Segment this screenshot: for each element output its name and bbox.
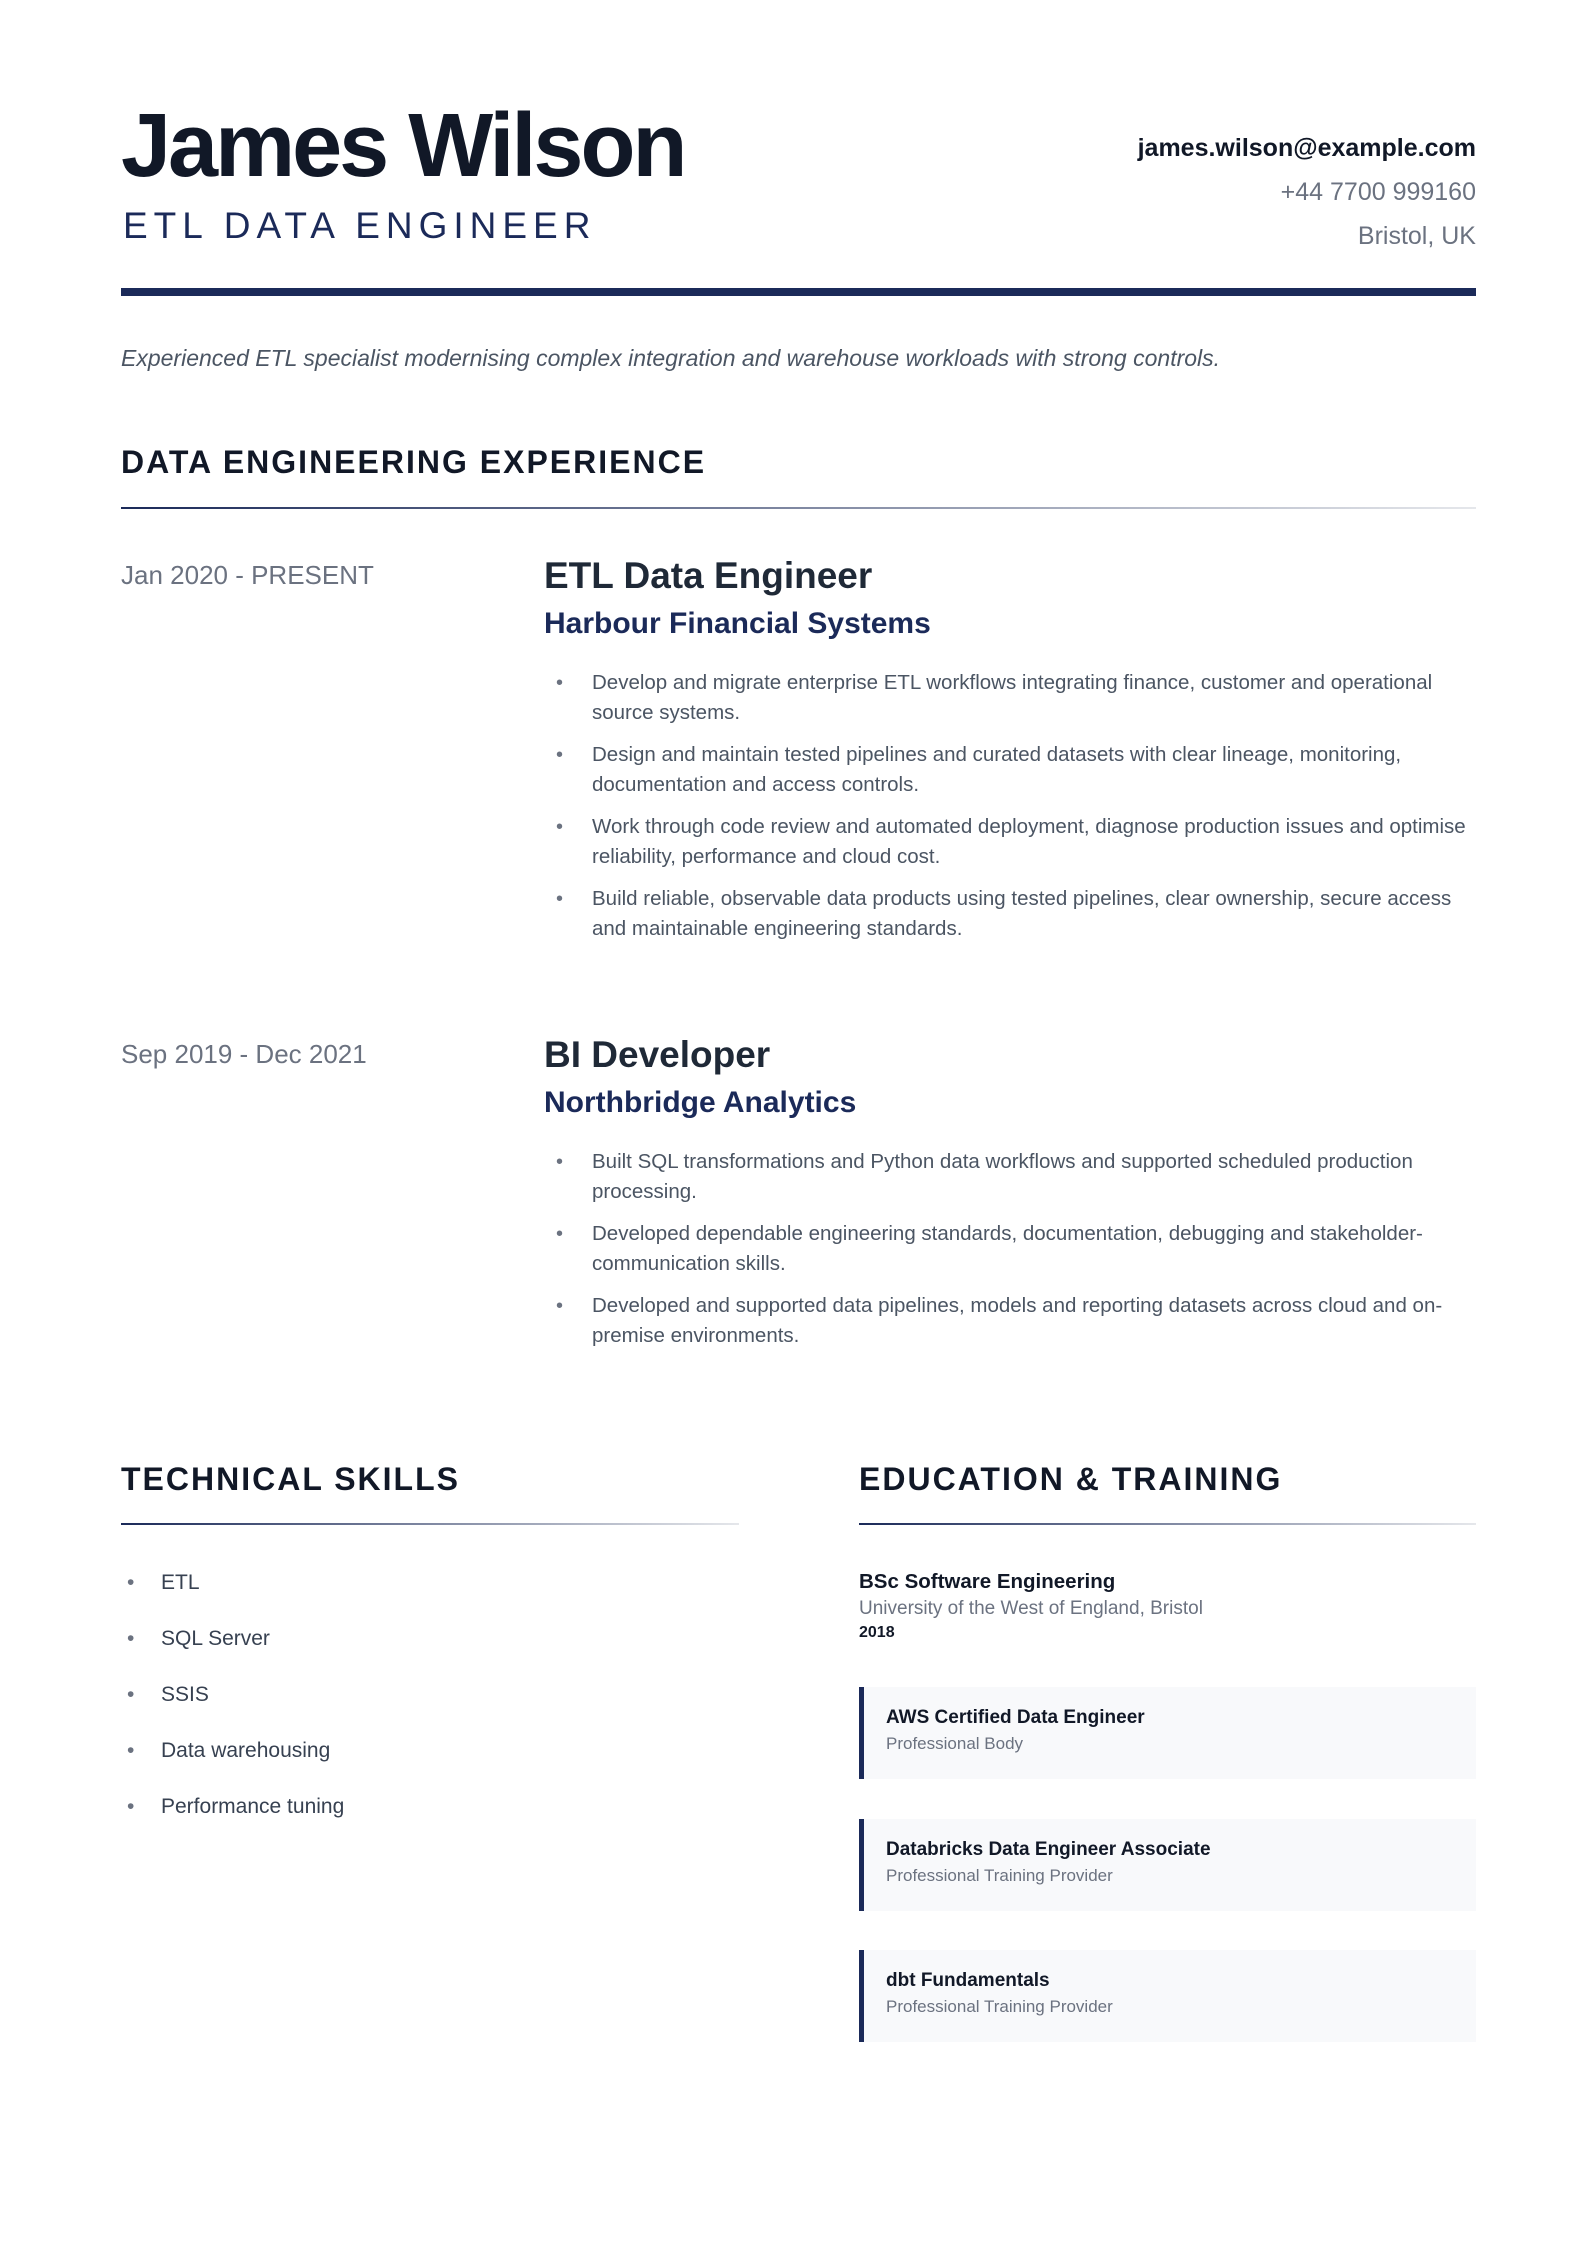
contact-location: Bristol, UK	[1357, 222, 1476, 250]
candidate-name: James Wilson	[121, 96, 685, 196]
certification-provider: Professional Body	[886, 1734, 1024, 1753]
education-divider	[859, 1523, 1476, 1525]
graduation-year: 2018	[859, 1624, 895, 1641]
job-bullets	[544, 668, 1476, 956]
skill-item: • Data warehousing	[121, 1736, 344, 1792]
certification-name: Databricks Data Engineer Associate	[886, 1839, 1211, 1860]
job-bullet: • Build reliable, observable data products using tested pipelines, clear ownership, secure access and maintainable engineering standards.	[544, 884, 1476, 944]
skill-item: • ETL	[121, 1568, 344, 1624]
job-company: Harbour Financial Systems	[544, 607, 931, 640]
education-heading: EDUCATION & TRAINING	[859, 1461, 1283, 1497]
job-bullet: • Design and maintain tested pipelines and curated datasets with clear lineage, monitoring, documentation and access controls.	[544, 740, 1476, 800]
job-bullet: • Developed and supported data pipelines, models and reporting datasets across cloud and on-premise environments.	[544, 1291, 1476, 1351]
job-dates: Sep 2019 - Dec 2021	[121, 1039, 367, 1069]
experience-heading: DATA ENGINEERING EXPERIENCE	[121, 444, 707, 480]
resume-header	[121, 96, 1476, 296]
header-divider	[121, 288, 1476, 296]
certification-provider: Professional Training Provider	[886, 1866, 1113, 1885]
job-title: ETL DATA ENGINEER	[123, 205, 597, 246]
skills-list	[121, 1568, 344, 1848]
certification-name: dbt Fundamentals	[886, 1970, 1050, 1991]
job-role: BI Developer	[544, 1034, 771, 1075]
contact-phone: +44 7700 999160	[1280, 178, 1476, 206]
job-bullet: • Work through code review and automated deployment, diagnose production issues and optimise reliability, performance and cloud cost.	[544, 812, 1476, 872]
job-role: ETL Data Engineer	[544, 555, 873, 596]
job-bullets	[544, 1147, 1476, 1363]
contact-block	[1138, 126, 1476, 258]
job-dates: Jan 2020 - PRESENT	[121, 560, 374, 590]
certification-card	[859, 1950, 1476, 2042]
job-company: Northbridge Analytics	[544, 1086, 857, 1119]
certification-provider: Professional Training Provider	[886, 1997, 1113, 2016]
education-entry	[859, 1568, 1476, 1644]
degree-name: BSc Software Engineering	[859, 1570, 1116, 1593]
contact-email[interactable]: james.wilson@example.com	[1137, 134, 1476, 162]
skills-heading: TECHNICAL SKILLS	[121, 1461, 460, 1497]
experience-divider	[121, 507, 1476, 509]
skill-item: • SSIS	[121, 1680, 344, 1736]
job-bullet: • Develop and migrate enterprise ETL workflows integrating finance, customer and operational source systems.	[544, 668, 1476, 728]
job-bullet: • Built SQL transformations and Python data workflows and supported scheduled production processing.	[544, 1147, 1476, 1207]
skills-divider	[121, 1523, 739, 1525]
profile-summary: Experienced ETL specialist modernising complex integration and warehouse workloads with strong controls.	[121, 345, 1221, 371]
school-name: University of the West of England, Bristol	[859, 1598, 1203, 1619]
certification-card	[859, 1687, 1476, 1779]
certification-name: AWS Certified Data Engineer	[886, 1707, 1145, 1728]
certification-card	[859, 1819, 1476, 1911]
job-bullet: • Developed dependable engineering standards, documentation, debugging and stakeholder-communication skills.	[544, 1219, 1476, 1279]
skill-item: • Performance tuning	[121, 1792, 344, 1848]
skill-item: • SQL Server	[121, 1624, 344, 1680]
